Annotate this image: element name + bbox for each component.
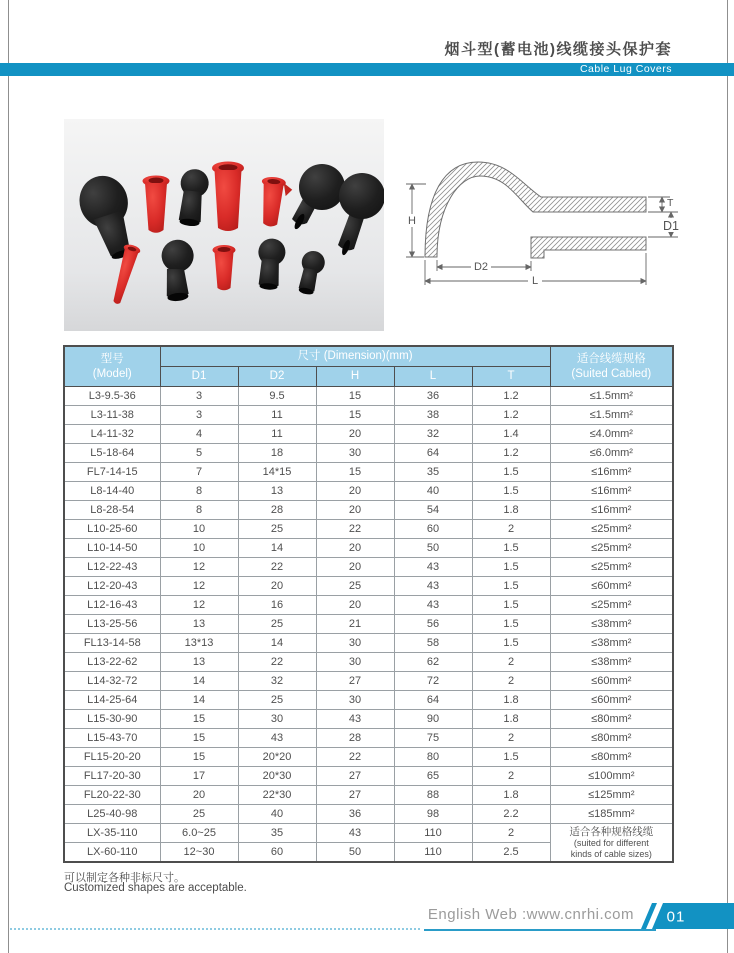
dim-cell: 28 [238, 501, 316, 520]
dim-cell: 11 [238, 425, 316, 444]
page-border-right [727, 0, 728, 953]
model-cell: L12-22-43 [64, 558, 160, 577]
dim-cell: 2 [472, 767, 550, 786]
dim-cell: 64 [394, 444, 472, 463]
dim-cell: 1.8 [472, 691, 550, 710]
footer-website: English Web :www.cnrhi.com [427, 906, 634, 923]
dim-cell: 30 [316, 634, 394, 653]
dim-cell: 13 [160, 653, 238, 672]
table-row [64, 558, 673, 577]
dim-cell: 20 [316, 501, 394, 520]
product-photo [64, 119, 384, 331]
dim-cell: 30 [316, 444, 394, 463]
dim-cell: 27 [316, 767, 394, 786]
dim-cell: 98 [394, 805, 472, 824]
suited-cell: ≤38mm² [550, 653, 673, 672]
dim-cell: 1.8 [472, 501, 550, 520]
dim-cell: 14 [160, 691, 238, 710]
dim-cell: 60 [394, 520, 472, 539]
dim-cell: 28 [316, 729, 394, 748]
dim-cell: 13 [238, 482, 316, 501]
suited-merged-cell [550, 824, 673, 863]
dim-cell: 32 [238, 672, 316, 691]
col-header-t: T [472, 367, 550, 387]
dim-cell: 25 [238, 691, 316, 710]
dim-cell: 64 [394, 691, 472, 710]
model-cell: L25-40-98 [64, 805, 160, 824]
dim-cell: 1.2 [472, 387, 550, 406]
table-row [64, 729, 673, 748]
dim-cell: 20 [316, 425, 394, 444]
dim-cell: 2 [472, 653, 550, 672]
dim-cell: 22 [316, 520, 394, 539]
model-cell: L12-16-43 [64, 596, 160, 615]
dim-cell: 75 [394, 729, 472, 748]
dim-cell: 7 [160, 463, 238, 482]
suited-cell: ≤1.5mm² [550, 387, 673, 406]
dim-cell: 16 [238, 596, 316, 615]
table-row [64, 824, 673, 843]
dim-cell: 13 [160, 615, 238, 634]
suited-cell: ≤100mm² [550, 767, 673, 786]
col-header-d2: D2 [238, 367, 316, 387]
model-cell: L8-28-54 [64, 501, 160, 520]
dim-cell: 43 [394, 558, 472, 577]
dim-cell: 65 [394, 767, 472, 786]
spec-table [63, 345, 674, 863]
suited-merged-line: (suited for different [573, 837, 649, 848]
suited-cell: ≤16mm² [550, 463, 673, 482]
model-cell: FL7-14-15 [64, 463, 160, 482]
dim-cell: 6.0~25 [160, 824, 238, 843]
dim-cell: 40 [394, 482, 472, 501]
suited-cell: ≤4.0mm² [550, 425, 673, 444]
suited-cell: ≤38mm² [550, 634, 673, 653]
dim-cell: 20 [316, 539, 394, 558]
table-row [64, 520, 673, 539]
dim-cell: 54 [394, 501, 472, 520]
table-row [64, 387, 673, 406]
table-row [64, 577, 673, 596]
dim-cell: 90 [394, 710, 472, 729]
dim-cell: 2 [472, 672, 550, 691]
col-header-suited-cn: 适合线缆规格 [576, 353, 646, 366]
suited-cell: ≤185mm² [550, 805, 673, 824]
model-cell: L13-25-56 [64, 615, 160, 634]
dim-cell: 80 [394, 748, 472, 767]
dim-cell: 60 [238, 843, 316, 863]
dim-cell: 30 [316, 691, 394, 710]
col-header-suited [550, 346, 673, 387]
table-row [64, 786, 673, 805]
label-L: L [531, 275, 539, 287]
dim-cell: 1.5 [472, 615, 550, 634]
dim-cell: 20 [316, 596, 394, 615]
dim-cell: 35 [394, 463, 472, 482]
page-number: 01 [666, 908, 686, 926]
footer-dotted-rule [10, 928, 420, 930]
model-cell: L15-43-70 [64, 729, 160, 748]
suited-cell: ≤25mm² [550, 539, 673, 558]
suited-cell: ≤80mm² [550, 710, 673, 729]
dim-cell: 15 [316, 406, 394, 425]
dim-cell: 1.5 [472, 748, 550, 767]
suited-cell: ≤80mm² [550, 748, 673, 767]
dim-cell: 56 [394, 615, 472, 634]
page-number-badge [634, 902, 734, 930]
dim-cell: 17 [160, 767, 238, 786]
dim-cell: 21 [316, 615, 394, 634]
dim-cell: 110 [394, 824, 472, 843]
model-cell: L8-14-40 [64, 482, 160, 501]
table-row [64, 710, 673, 729]
dim-cell: 15 [316, 463, 394, 482]
model-cell: FL15-20-20 [64, 748, 160, 767]
dim-cell: 14 [238, 634, 316, 653]
dim-cell: 36 [316, 805, 394, 824]
dim-cell: 18 [238, 444, 316, 463]
dim-cell: 25 [316, 577, 394, 596]
suited-merged-line: 适合各种规格线缆 [569, 825, 654, 838]
page-border-left [8, 0, 9, 953]
model-cell: L10-14-50 [64, 539, 160, 558]
dim-cell: 15 [316, 387, 394, 406]
table-header-row-1 [64, 346, 673, 367]
dim-cell: 88 [394, 786, 472, 805]
table-row [64, 463, 673, 482]
table-row [64, 748, 673, 767]
model-cell: L4-11-32 [64, 425, 160, 444]
suited-cell: ≤6.0mm² [550, 444, 673, 463]
dim-cell: 50 [316, 843, 394, 863]
dim-cell: 43 [316, 824, 394, 843]
banner-shape [652, 903, 734, 929]
suited-cell: ≤60mm² [550, 672, 673, 691]
model-cell: L10-25-60 [64, 520, 160, 539]
model-cell: L14-25-64 [64, 691, 160, 710]
suited-cell: ≤1.5mm² [550, 406, 673, 425]
section-banner [0, 63, 734, 76]
dim-cell: 43 [394, 596, 472, 615]
dim-cell: 14 [160, 672, 238, 691]
dim-cell: 20*20 [238, 748, 316, 767]
dim-cell: 15 [160, 748, 238, 767]
col-header-l: L [394, 367, 472, 387]
model-cell: FL13-14-58 [64, 634, 160, 653]
suited-cell: ≤60mm² [550, 691, 673, 710]
col-header-model-cn: 型号 [100, 353, 124, 366]
dim-cell: 20 [160, 786, 238, 805]
dim-cell: 62 [394, 653, 472, 672]
dim-cell: 2 [472, 520, 550, 539]
col-header-model-en: (Model) [92, 367, 132, 380]
table-row [64, 425, 673, 444]
model-cell: L13-22-62 [64, 653, 160, 672]
dim-cell: 1.5 [472, 558, 550, 577]
dim-cell: 1.2 [472, 444, 550, 463]
model-cell: L15-30-90 [64, 710, 160, 729]
dim-cell: 38 [394, 406, 472, 425]
dim-cell: 50 [394, 539, 472, 558]
dim-cell: 1.8 [472, 786, 550, 805]
note-cn: 可以制定各种非标尺寸。 [64, 872, 185, 884]
cross-section-shape [425, 162, 646, 258]
spec-table-body [64, 387, 673, 863]
label-D1: D1 [663, 219, 679, 233]
suited-cell: ≤60mm² [550, 577, 673, 596]
dim-cell: 27 [316, 672, 394, 691]
dim-cell: 12 [160, 596, 238, 615]
suited-cell: ≤125mm² [550, 786, 673, 805]
table-row [64, 767, 673, 786]
dim-cell: 8 [160, 482, 238, 501]
table-row [64, 615, 673, 634]
dim-cell: 1.5 [472, 634, 550, 653]
dim-cell: 43 [394, 577, 472, 596]
dim-cell: 30 [238, 710, 316, 729]
col-header-h: H [316, 367, 394, 387]
model-cell: L3-11-38 [64, 406, 160, 425]
table-row [64, 444, 673, 463]
dim-cell: 25 [160, 805, 238, 824]
model-cell: FL17-20-30 [64, 767, 160, 786]
note-en: Customized shapes are acceptable. [64, 882, 247, 894]
dim-cell: 22 [238, 558, 316, 577]
dimension-diagram [398, 142, 683, 300]
dim-cell: 8 [160, 501, 238, 520]
dim-cell: 14 [238, 539, 316, 558]
suited-cell: ≤80mm² [550, 729, 673, 748]
col-header-model [64, 346, 160, 387]
suited-cell: ≤25mm² [550, 596, 673, 615]
table-row [64, 653, 673, 672]
dim-cell: 2 [472, 824, 550, 843]
dim-cell: 1.4 [472, 425, 550, 444]
model-cell: L3-9.5-36 [64, 387, 160, 406]
dim-cell: 1.5 [472, 577, 550, 596]
table-row [64, 672, 673, 691]
model-cell: L14-32-72 [64, 672, 160, 691]
col-header-dimension: 尺寸 (Dimension)(mm) [160, 346, 550, 367]
dim-cell: 1.5 [472, 596, 550, 615]
model-cell: LX-35-110 [64, 824, 160, 843]
table-row [64, 805, 673, 824]
suited-cell: ≤25mm² [550, 558, 673, 577]
dim-cell: 2.5 [472, 843, 550, 863]
label-T: T [667, 197, 674, 209]
dim-cell: 110 [394, 843, 472, 863]
table-row [64, 539, 673, 558]
dim-cell: 35 [238, 824, 316, 843]
dim-cell: 20 [316, 558, 394, 577]
dim-cell: 43 [316, 710, 394, 729]
table-row [64, 501, 673, 520]
page-title: 烟斗型(蓄电池)线缆接头保护套 [444, 41, 672, 58]
dim-cell: 11 [238, 406, 316, 425]
dim-cell: 12 [160, 558, 238, 577]
col-header-suited-en: (Suited Cabled) [571, 367, 652, 380]
model-cell: LX-60-110 [64, 843, 160, 863]
label-D2: D2 [473, 261, 489, 273]
dim-cell: 22 [238, 653, 316, 672]
dim-cell: 12 [160, 577, 238, 596]
dim-cell: 40 [238, 805, 316, 824]
model-cell: FL20-22-30 [64, 786, 160, 805]
dim-cell: 27 [316, 786, 394, 805]
suited-cell: ≤16mm² [550, 501, 673, 520]
suited-cell: ≤25mm² [550, 520, 673, 539]
dim-cell: 1.5 [472, 463, 550, 482]
dim-cell: 22 [316, 748, 394, 767]
dim-cell: 25 [238, 520, 316, 539]
dim-cell: 9.5 [238, 387, 316, 406]
table-row [64, 406, 673, 425]
dim-cell: 1.5 [472, 539, 550, 558]
dim-cell: 72 [394, 672, 472, 691]
dim-cell: 20 [238, 577, 316, 596]
dim-cell: 22*30 [238, 786, 316, 805]
dim-cell: 20*30 [238, 767, 316, 786]
table-row [64, 691, 673, 710]
dim-cell: 58 [394, 634, 472, 653]
table-row [64, 634, 673, 653]
dim-cell: 1.5 [472, 482, 550, 501]
dim-cell: 3 [160, 387, 238, 406]
label-H: H [408, 215, 416, 227]
dim-cell: 1.8 [472, 710, 550, 729]
footer-underline [424, 929, 656, 931]
suited-cell: ≤38mm² [550, 615, 673, 634]
dim-cell: 30 [316, 653, 394, 672]
dim-cell: 4 [160, 425, 238, 444]
dim-cell: 10 [160, 539, 238, 558]
table-row [64, 596, 673, 615]
dim-cell: 43 [238, 729, 316, 748]
dim-cell: 14*15 [238, 463, 316, 482]
dim-cell: 15 [160, 710, 238, 729]
dim-cell: 5 [160, 444, 238, 463]
dim-cell: 15 [160, 729, 238, 748]
table-row [64, 482, 673, 501]
model-cell: L5-18-64 [64, 444, 160, 463]
dim-cell: 36 [394, 387, 472, 406]
dim-cell: 25 [238, 615, 316, 634]
suited-merged-line: kinds of cable sizes) [570, 848, 652, 859]
dim-cell: 20 [316, 482, 394, 501]
dim-cell: 2.2 [472, 805, 550, 824]
col-header-d1: D1 [160, 367, 238, 387]
model-cell: L12-20-43 [64, 577, 160, 596]
dim-cell: 32 [394, 425, 472, 444]
dim-cell: 13*13 [160, 634, 238, 653]
dim-cell: 2 [472, 729, 550, 748]
dim-cell: 1.2 [472, 406, 550, 425]
section-banner-label: Cable Lug Covers [579, 63, 672, 75]
dim-cell: 10 [160, 520, 238, 539]
suited-cell: ≤16mm² [550, 482, 673, 501]
dim-cell: 12~30 [160, 843, 238, 863]
dim-cell: 3 [160, 406, 238, 425]
